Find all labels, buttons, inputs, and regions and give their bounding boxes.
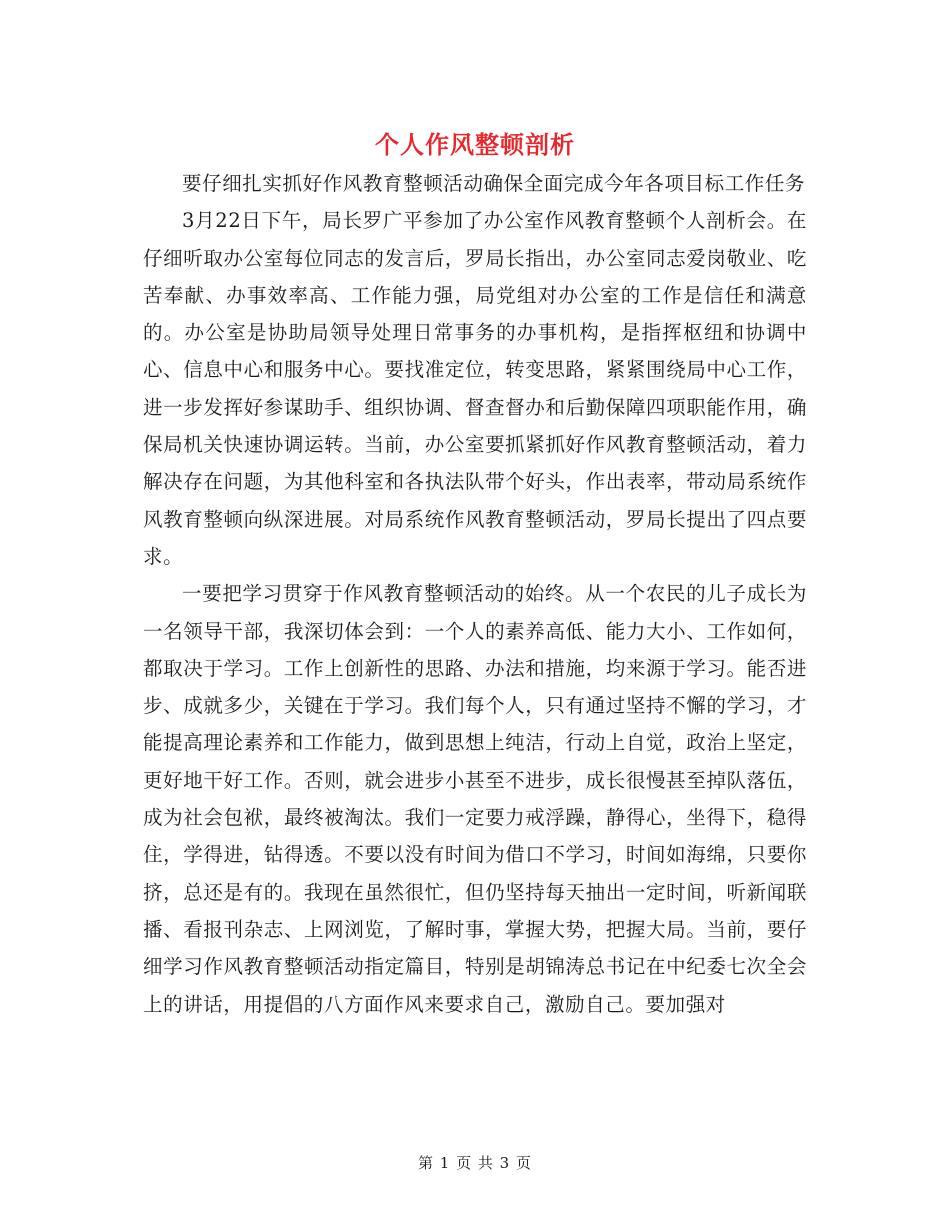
paragraph-study: 一要把学习贯穿于作风教育整顿活动的始终。从一个农民的儿子成长为一名领导干部，我深切体会到：一个人的素养高低、能力大小、工作如何，都取决于学习。工作上创新性的思路、办法和措施，均来源于学习。能否进步、成就多少，关键在于学习。我们每个人，只有通过坚持不懈的学习，才能提高理论素养和工作能力，做到思想上纯洁，行动上自觉，政治上坚定，更好地干好工作。否则，就会进步小甚至不进步，成长很慢甚至掉队落伍，成为社会包袱，最终被淘汰。我们一定要力戒浮躁，静得心，坐得下，稳得住，学得进，钻得透。不要以没有时间为借口不学习，时间如海绵，只要你挤，总还是有的。我现在虽然很忙，但仍坚持每天抽出一定时间，听新闻联播、看报刊杂志、上网浏览，了解时事，掌握大势，把握大局。当前，要仔细学习作风教育整顿活动指定篇目，特别是胡锦涛总书记在中纪委七次全会上的讲话，用提倡的八方面作风来要求自己，激励自己。要加强对 [143, 582, 807, 1016]
footer-total-pages: 3 [499, 1154, 511, 1172]
paragraph-meeting: 3月22日下午，局长罗广平参加了办公室作风教育整顿个人剖析会。在仔细听取办公室每位同志的发言后，罗局长指出，办公室同志爱岗敬业、吃苦奉献、办事效率高、工作能力强，局党组对办公室的工作是信任和满意的。办公室是协助局领导处理日常事务的办事机构，是指挥枢纽和协调中心、信息中心和服务中心。要找准定位，转变思路，紧紧围绕局中心工作，进一步发挥好参谋助手、组织协调、督查督办和后勤保障四项职能作用，确保局机关快速协调运转。当前，办公室要抓紧抓好作风教育整顿活动，着力解决存在问题，为其他科室和各执法队带个好头，作出表率，带动局系统作风教育整顿向纵深进展。对局系统作风教育整顿活动，罗局长提出了四点要求。 [143, 209, 807, 568]
document-body [143, 165, 807, 1023]
footer-current-page: 1 [439, 1154, 451, 1172]
paragraph-subtitle: 要仔细扎实抓好作风教育整顿活动确保全面完成今年各项目标工作任务 [182, 172, 806, 195]
page-number-footer [0, 1152, 950, 1173]
page-title: 个人作风整顿剖析 [375, 130, 575, 160]
footer-middle: 页 共 [456, 1154, 494, 1172]
footer-prefix: 第 [417, 1154, 434, 1172]
footer-suffix: 页 [516, 1154, 533, 1172]
